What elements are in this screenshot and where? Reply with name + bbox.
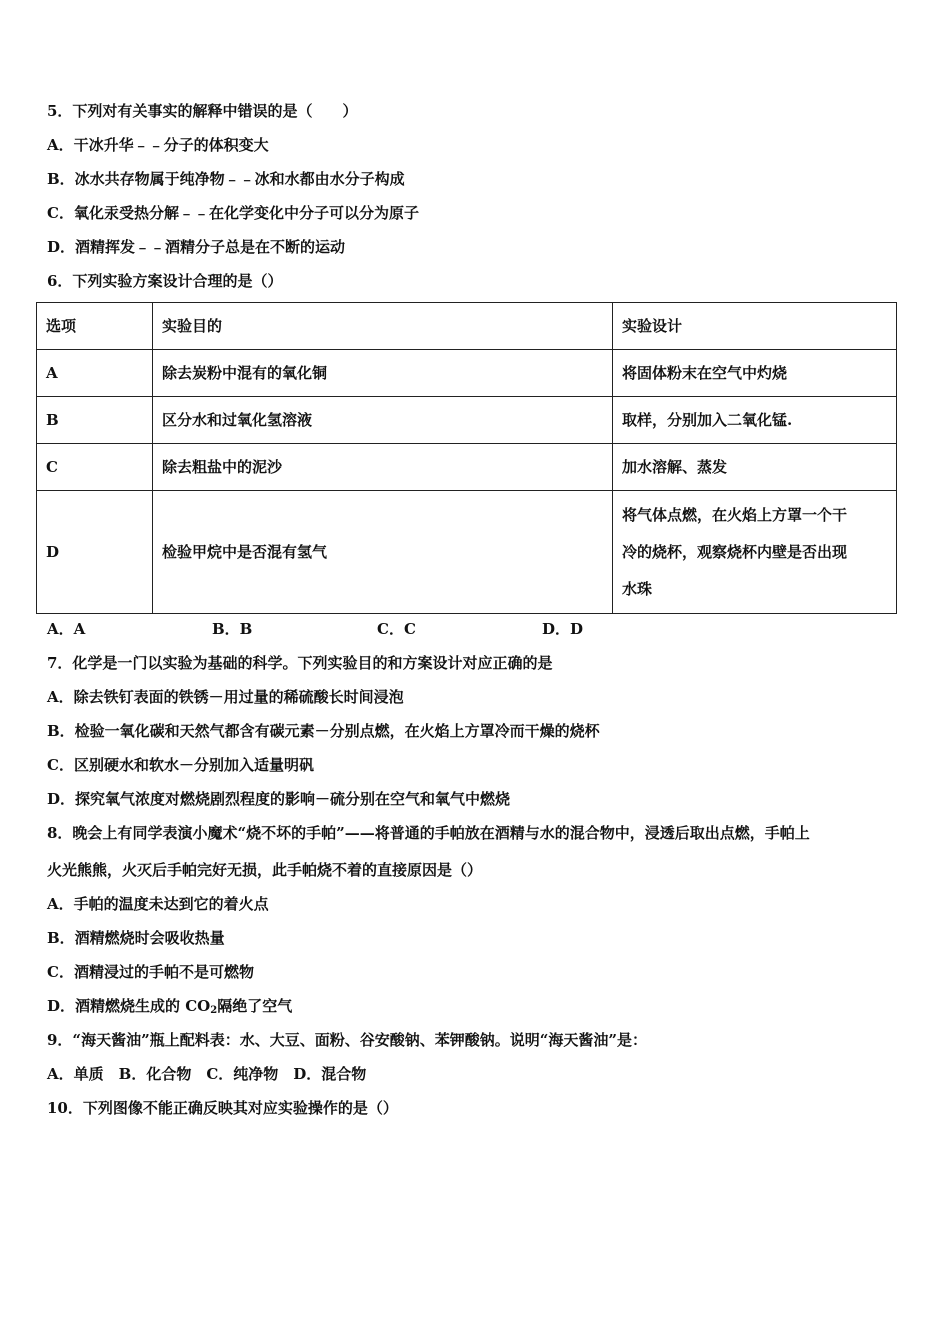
- q6-header-purpose: 实验目的: [153, 303, 613, 350]
- q6-row-d-design-line-3: 水珠: [622, 579, 653, 598]
- q6-choice-d: D．D: [542, 620, 584, 638]
- q8-stem-line-1: 8．晚会上有同学表演小魔术“烧不坏的手帕”——将普通的手帕放在酒精与水的混合物中，浸透后取出点燃，手帕上: [47, 824, 810, 842]
- q8-option-c: C．酒精浸过的手帕不是可燃物: [47, 963, 254, 981]
- table-row: [37, 397, 897, 444]
- q6-row-d-option: D: [37, 491, 153, 614]
- q6-row-d-purpose: 检验甲烷中是否混有氢气: [153, 491, 613, 614]
- q6-choice-c: C．C: [377, 620, 416, 638]
- q7-option-b: B．检验一氧化碳和天然气都含有碳元素－分别点燃，在火焰上方罩冷而干燥的烧杯: [47, 722, 600, 740]
- q9-options: A．单质 B．化合物 C．纯净物 D．混合物: [47, 1065, 367, 1083]
- q8-option-d-subscript: 2: [210, 1005, 218, 1016]
- q6-row-d-design-line-1: 将气体点燃，在火焰上方罩一个干: [622, 505, 848, 524]
- table-row: [37, 491, 897, 614]
- q6-row-c-design: 加水溶解、蒸发: [613, 444, 897, 491]
- q5-option-c: C．氧化汞受热分解﹣﹣在化学变化中分子可以分为原子: [47, 204, 419, 222]
- q6-stem: 6．下列实验方案设计合理的是（）: [47, 272, 283, 290]
- table-row: [37, 350, 897, 397]
- q8-option-a: A．手帕的温度未达到它的着火点: [47, 895, 269, 913]
- q5-option-a: A．干冰升华﹣﹣分子的体积变大: [47, 136, 269, 154]
- q7-stem: 7．化学是一门以实验为基础的科学。下列实验目的和方案设计对应正确的是: [47, 654, 553, 672]
- q6-row-b-design: 取样，分别加入二氧化锰.: [613, 397, 897, 444]
- q6-row-b-option: B: [37, 397, 153, 444]
- q5-stem: 5．下列对有关事实的解释中错误的是（ ）: [47, 102, 358, 120]
- q6-row-a-option: A: [37, 350, 153, 397]
- q6-row-a-purpose: 除去炭粉中混有的氧化铜: [153, 350, 613, 397]
- q6-row-a-design: 将固体粉末在空气中灼烧: [613, 350, 897, 397]
- q8-option-d: [47, 996, 292, 1021]
- q6-row-b-purpose: 区分水和过氧化氢溶液: [153, 397, 613, 444]
- q9-stem: 9．“海天酱油”瓶上配料表：水、大豆、面粉、谷安酸钠、苯钾酸钠。说明“海天酱油”是：: [47, 1031, 647, 1049]
- q6-choice-b: B．B: [212, 620, 253, 638]
- q6-choice-a: A．A: [47, 620, 86, 638]
- q6-answer-choices: [47, 619, 607, 639]
- q6-row-d-design-line-2: 冷的烧杯，观察烧杯内壁是否出现: [622, 542, 848, 561]
- q6-header-design: 实验设计: [613, 303, 897, 350]
- q7-option-a: A．除去铁钉表面的铁锈－用过量的稀硫酸长时间浸泡: [47, 688, 404, 706]
- table-row: [37, 444, 897, 491]
- q6-table-header-row: [37, 303, 897, 350]
- q6-row-c-purpose: 除去粗盐中的泥沙: [153, 444, 613, 491]
- q10-stem: 10．下列图像不能正确反映其对应实验操作的是（）: [47, 1099, 398, 1117]
- q8-option-d-prefix: D．酒精燃烧生成的 CO: [47, 997, 211, 1015]
- q8-option-b: B．酒精燃烧时会吸收热量: [47, 929, 225, 947]
- q6-header-option: 选项: [37, 303, 153, 350]
- q7-option-d: D．探究氧气浓度对燃烧剧烈程度的影响－硫分别在空气和氧气中燃烧: [47, 790, 511, 808]
- q8-option-d-suffix: 隔绝了空气: [217, 997, 293, 1015]
- q5-option-d: D．酒精挥发﹣﹣酒精分子总是在不断的运动: [47, 238, 346, 256]
- q6-table: [36, 302, 897, 614]
- q6-row-c-option: C: [37, 444, 153, 491]
- q8-stem-line-2: 火光熊熊，火灭后手帕完好无损，此手帕烧不着的直接原因是（）: [47, 861, 483, 879]
- q7-option-c: C．区别硬水和软水－分别加入适量明矾: [47, 756, 314, 774]
- q6-row-d-design: [613, 491, 897, 614]
- q5-option-b: B．冰水共存物属于纯净物﹣﹣冰和水都由水分子构成: [47, 170, 405, 188]
